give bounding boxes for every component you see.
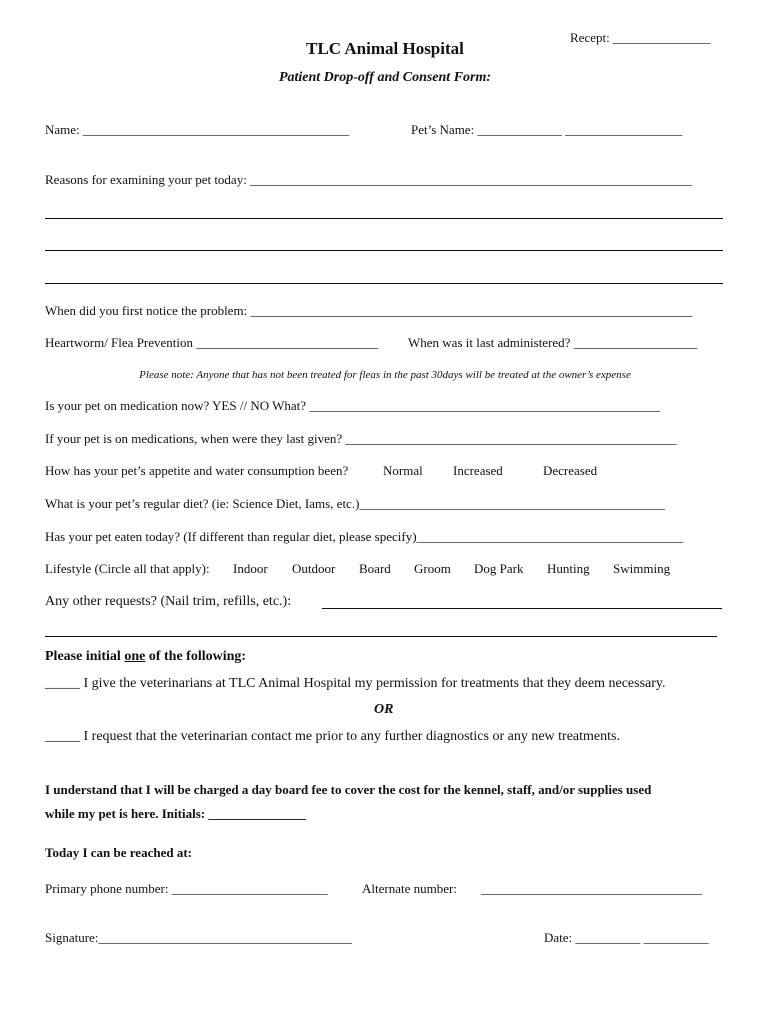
other-requests-line-1[interactable] xyxy=(322,608,722,609)
other-requests-label: Any other requests? (Nail trim, refills, etc.): xyxy=(45,594,292,609)
heartworm-prevention-field[interactable]: Heartworm/ Flea Prevention ____________________________ xyxy=(45,335,379,350)
name-field[interactable]: Name: _________________________________________ xyxy=(45,122,350,137)
appetite-option-increased[interactable]: Increased xyxy=(453,463,503,478)
reasons-extra-line-1[interactable] xyxy=(45,218,723,219)
medication-field[interactable]: Is your pet on medication now? YES // NO What? ______________________________________________________ xyxy=(45,398,661,413)
board-fee-statement: I understand that I will be charged a day board fee to cover the cost for the kennel, staff, and/or supplies used xyxy=(45,782,652,797)
lifestyle-option-board[interactable]: Board xyxy=(359,561,391,576)
lifestyle-option-hunting[interactable]: Hunting xyxy=(547,561,590,576)
lifestyle-option-swimming[interactable]: Swimming xyxy=(613,561,671,576)
other-requests-line-2[interactable] xyxy=(45,636,717,637)
appetite-option-normal[interactable]: Normal xyxy=(383,463,423,478)
flea-note: Please note: Anyone that has not been treated for fleas in the past 30days will be treated at the owner’s expense xyxy=(139,369,631,381)
medication-last-given-field[interactable]: If your pet is on medications, when were they last given? ___________________________________________________ xyxy=(45,431,677,446)
reasons-extra-line-3[interactable] xyxy=(45,283,723,284)
first-notice-field[interactable]: When did you first notice the problem: ____________________________________________________________________ xyxy=(45,303,693,318)
date-field[interactable]: Date: __________ __________ xyxy=(544,930,709,945)
signature-field[interactable]: Signature:_______________________________________ xyxy=(45,930,352,945)
reachable-heading: Today I can be reached at: xyxy=(45,845,192,860)
lifestyle-question: Lifestyle (Circle all that apply): xyxy=(45,561,210,576)
last-administered-field[interactable]: When was it last administered? ___________________ xyxy=(408,335,698,350)
lifestyle-option-outdoor[interactable]: Outdoor xyxy=(292,561,336,576)
consent-option-permission[interactable]: _____ I give the veterinarians at TLC Animal Hospital my permission for treatments that they deem necessary. xyxy=(45,676,666,691)
reasons-field[interactable]: Reasons for examining your pet today: ____________________________________________________________________ xyxy=(45,172,693,187)
diet-field[interactable]: What is your pet’s regular diet? (ie: Science Diet, Iams, etc.)_______________________________________________ xyxy=(45,496,665,511)
consent-or-label: OR xyxy=(374,702,394,717)
lifestyle-option-indoor[interactable]: Indoor xyxy=(233,561,268,576)
lifestyle-option-dog-park[interactable]: Dog Park xyxy=(474,561,524,576)
primary-phone-field[interactable]: Primary phone number: ________________________ xyxy=(45,881,328,896)
board-fee-initials-field[interactable]: while my pet is here. Initials: _______________ xyxy=(45,806,306,821)
receipt-field[interactable]: Recept: _______________ xyxy=(570,30,711,45)
reasons-extra-line-2[interactable] xyxy=(45,250,723,251)
consent-option-contact-first[interactable]: _____ I request that the veterinarian contact me prior to any further diagnostics or any new treatments. xyxy=(45,729,620,744)
appetite-question: How has your pet’s appetite and water consumption been? xyxy=(45,463,349,478)
form-subtitle: Patient Drop-off and Consent Form: xyxy=(278,70,492,85)
lifestyle-option-groom[interactable]: Groom xyxy=(414,561,451,576)
page-title: TLC Animal Hospital xyxy=(306,39,464,58)
alternate-number-line[interactable]: __________________________________ xyxy=(481,881,702,896)
eaten-today-field[interactable]: Has your pet eaten today? (If different than regular diet, please specify)_________________________________________ xyxy=(45,529,684,544)
pet-name-field[interactable]: Pet’s Name: _____________ __________________ xyxy=(411,122,683,137)
alternate-number-label: Alternate number: xyxy=(362,881,457,896)
appetite-option-decreased[interactable]: Decreased xyxy=(543,463,598,478)
consent-heading: Please initial one of the following: xyxy=(45,649,247,664)
